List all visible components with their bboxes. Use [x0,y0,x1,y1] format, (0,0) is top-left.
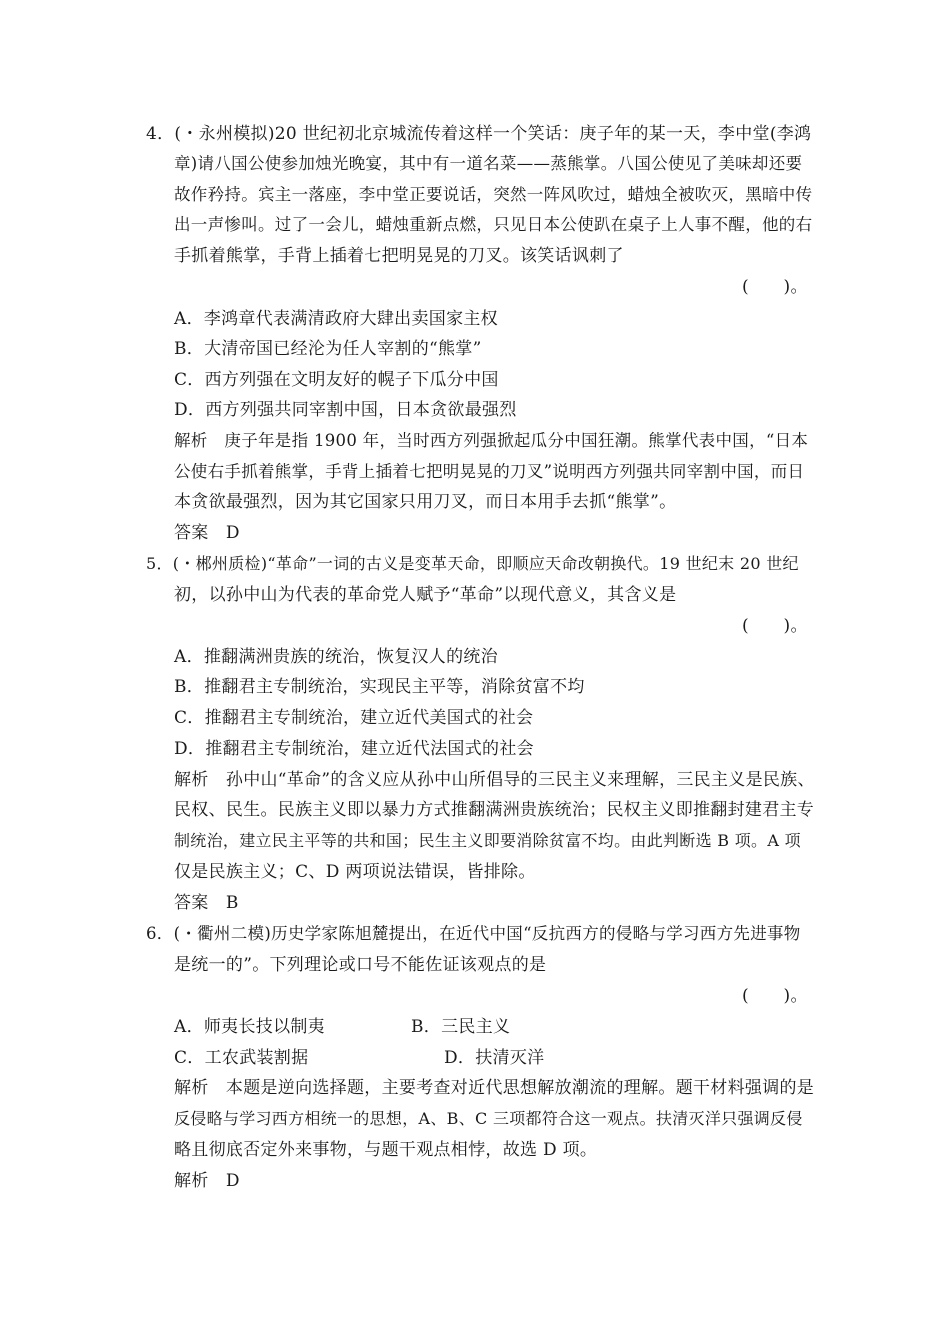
question-6-answer-bracket: ( )。 [742,986,808,1006]
question-4-option-d: D．西方列强共同宰割中国，日本贪欲最强烈 [174,400,517,420]
question-5-analysis-line-3: 制统治，建立民主平等的共和国；民生主义即要消除贫富不均。由此判断选 B 项。A 项 [174,831,801,850]
question-4-analysis-line-2: 公使右手抓着熊掌，手背上插着七把明晃晃的刀叉”说明西方列强共同宰割中国，而日 [174,462,805,481]
question-5-stem-line-1: 5．(・郴州质检)“革命”一词的古义是变革天命，即顺应天命改朝换代。19 世纪末 20 世纪 [146,554,799,573]
question-4-stem-line-1: 4．(・永州模拟)20 世纪初北京城流传着这样一个笑话：庚子年的某一天，李中堂(李鸿 [146,124,812,144]
question-4-stem-line-3: 故作矜持。宾主一落座，李中堂正要说话，突然一阵风吹过，蜡烛全被吹灭，黑暗中传 [174,185,813,204]
question-5-analysis-line-1: 解析 孙中山“革命”的含义应从孙中山所倡导的三民主义来理解，三民主义是民族、 [174,770,815,790]
question-6-stem-line-2: 是统一的”。下列理论或口号不能佐证该观点的是 [174,955,547,975]
question-6-option-c: C．工农武装割据 [174,1048,309,1068]
question-4-option-a: A．李鸿章代表满清政府大肆出卖国家主权 [174,309,498,329]
question-5-analysis-line-4: 仅是民族主义；C、D 两项说法错误，皆排除。 [174,862,536,882]
question-5-option-d: D．推翻君主专制统治，建立近代法国式的社会 [174,739,534,759]
question-4-option-b: B．大清帝国已经沦为任人宰割的“熊掌” [174,339,482,359]
question-5-analysis-line-2: 民权、民生。民族主义即以暴力方式推翻满洲贵族统治；民权主义即推翻封建君主专 [174,800,815,820]
question-5-answer: 答案 B [174,893,239,913]
question-4-stem-line-5: 手抓着熊掌，手背上插着七把明晃晃的刀叉。该笑话讽刺了 [174,246,624,266]
question-6-option-d: D．扶清灭洋 [444,1048,545,1068]
question-5-option-a: A．推翻满洲贵族的统治，恢复汉人的统治 [174,647,498,667]
question-6-option-a: A．师夷长技以制夷 [174,1017,325,1037]
question-6-analysis-line-2: 反侵略与学习西方相统一的思想，A、B、C 三项都符合这一观点。扶清灭洋只强调反侵 [174,1109,803,1128]
question-5-option-c: C．推翻君主专制统治，建立近代美国式的社会 [174,708,534,728]
question-4-analysis-line-3: 本贪欲最强烈，因为其它国家只用刀叉，而日本用手去抓“熊掌”。 [174,492,677,512]
question-4-answer-bracket: ( )。 [742,277,808,297]
question-5-option-b: B．推翻君主专制统治，实现民主平等，消除贫富不均 [174,677,585,697]
question-6-analysis-line-3: 略且彻底否定外来事物，与题干观点相悖，故选 D 项。 [174,1140,598,1160]
question-5-stem-line-2: 初，以孙中山为代表的革命党人赋予“革命”以现代意义，其含义是 [174,585,677,605]
question-6-answer: 解析 D [174,1171,240,1191]
question-6-analysis-line-1: 解析 本题是逆向选择题，主要考查对近代思想解放潮流的理解。题干材料强调的是 [174,1078,815,1098]
question-6-stem-line-1: 6．(・衢州二模)历史学家陈旭麓提出，在近代中国“反抗西方的侵略与学习西方先进事物 [146,924,801,943]
question-4-analysis-line-1: 解析 庚子年是指 1900 年，当时西方列强掀起瓜分中国狂潮。熊掌代表中国，“日本 [174,431,809,450]
question-5-answer-bracket: ( )。 [742,616,808,636]
question-6-option-b: B．三民主义 [411,1017,511,1037]
question-4-answer: 答案 D [174,523,240,543]
question-4-stem-line-4: 出一声惨叫。过了一会儿，蜡烛重新点燃，只见日本公使趴在桌子上人事不醒，他的右 [174,215,813,234]
question-4-stem-line-2: 章)请八国公使参加烛光晚宴，其中有一道名菜——蒸熊掌。八国公使见了美味却还要 [174,154,803,173]
question-4-option-c: C．西方列强在文明友好的幌子下瓜分中国 [174,370,499,390]
